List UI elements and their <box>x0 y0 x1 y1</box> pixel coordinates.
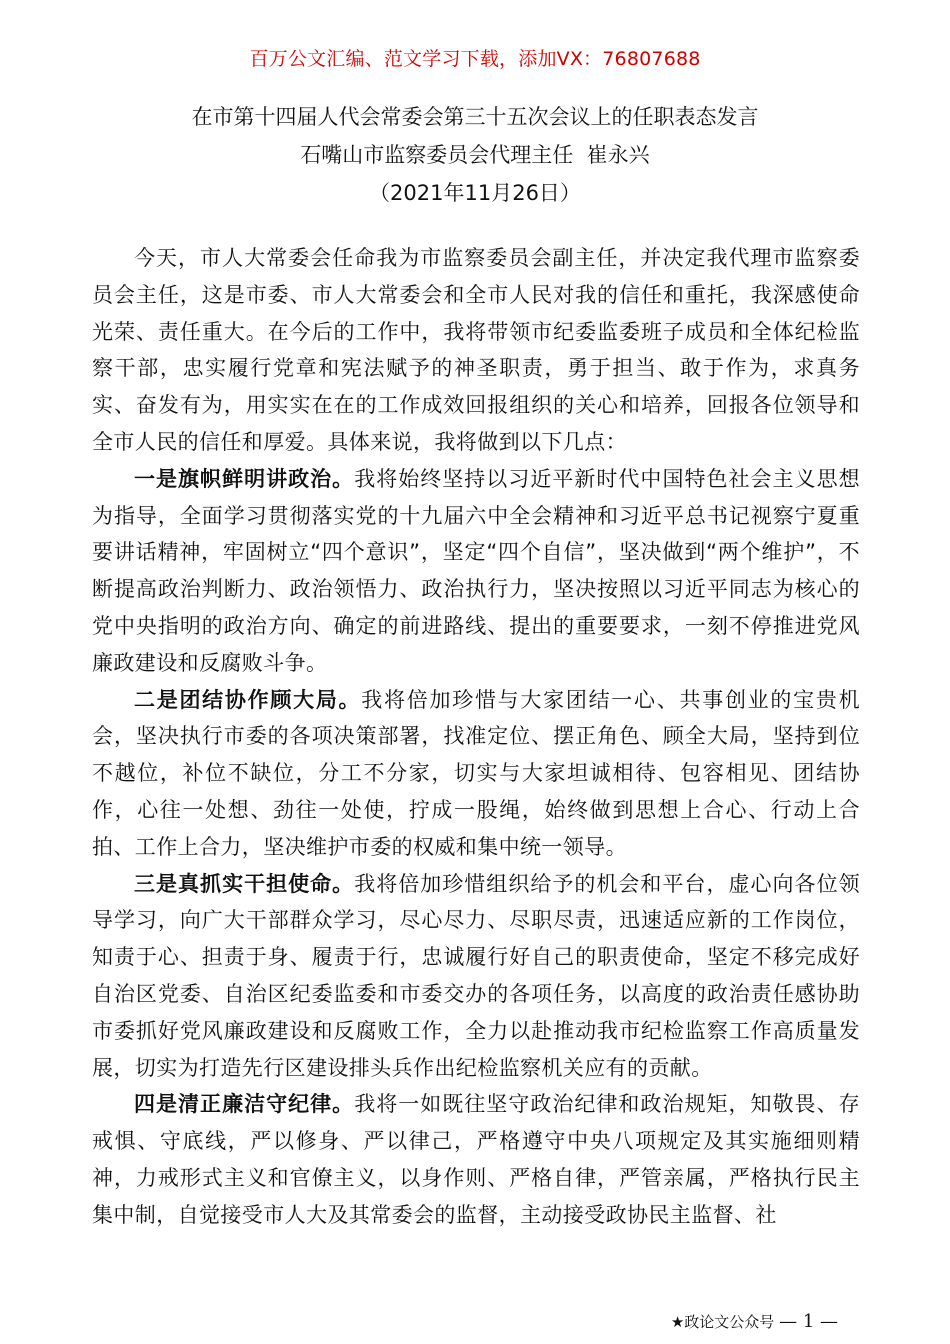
speaker-line: 石嘴山市监察委员会代理主任 崔永兴 <box>300 143 650 167</box>
paragraph-text: 今天，市人大常委会任命我为市监察委员会副主任，并决定我代理市监察委员会主任，这是市委、市人大常委会和全市人民对我的信任和重托，我深感使命光荣、责任重大。在今后的工作中，我将带领市纪委监委班子成员和全体纪检监察干部，忠实履行党章和宪法赋予的神圣职责，勇于担当、敢于作为，求真务实、奋发有为，用实实在在的工作成效回报组织的关心和培养，回报各位领导和全市人民的信任和厚爱。具体来说，我将做到以下几点： <box>92 246 860 454</box>
speech-date: （2021年11月26日） <box>369 181 581 205</box>
document-heading <box>0 98 950 212</box>
watermark-banner: 百万公文汇编、范文学习下载，添加VX：76807688 <box>249 48 701 70</box>
paragraph-intro <box>92 240 860 461</box>
paragraph-point-4 <box>92 1086 860 1233</box>
paragraph-text: 我将倍加珍惜与大家团结一心、共事创业的宝贵机会，坚决执行市委的各项决策部署，找准定位、摆正角色、顾全大局，坚持到位不越位，补位不缺位，分工不分家，切实与大家坦诚相待、包容相见、团结协作，心往一处想、劲往一处使，拧成一股绳，始终做到思想上合心、行动上合拍、工作上合力，坚决维护市委的权威和集中统一领导。 <box>92 687 860 859</box>
paragraph-lead: 一是旗帜鲜明讲政治。 <box>134 466 355 491</box>
paragraph-point-3 <box>92 866 860 1087</box>
speech-title: 在市第十四届人代会常委会第三十五次会议上的任职表态发言 <box>191 105 759 129</box>
paragraph-lead: 四是清正廉洁守纪律。 <box>134 1092 355 1117</box>
paragraph-lead: 三是真抓实干担使命。 <box>134 871 355 896</box>
footer-source: ★政论文公众号 <box>670 1313 775 1331</box>
speech-body <box>92 240 860 1234</box>
paragraph-lead: 二是团结协作顾大局。 <box>134 687 362 712</box>
paragraph-point-1 <box>92 461 860 682</box>
paragraph-text: 我将始终坚持以习近平新时代中国特色社会主义思想为指导，全面学习贯彻落实党的十九届六中全会精神和习近平总书记视察宁夏重要讲话精神，牢固树立“四个意识”，坚定“四个自信”，坚决做到“两个维护”，不断提高政治判断力、政治领悟力、政治执行力，坚决按照以习近平同志为核心的党中央指明的政治方向、确定的前进路线、提出的重要要求，一刻不停推进党风廉政建设和反腐败斗争。 <box>92 466 860 675</box>
paragraph-text: 我将倍加珍惜组织给予的机会和平台，虚心向各位领导学习，向广大干部群众学习，尽心尽力、尽职尽责，迅速适应新的工作岗位，知责于心、担责于身、履责于行，忠诚履行好自己的职责使命，坚定不移完成好自治区党委、自治区纪委监委和市委交办的各项任务，以高度的政治责任感协助市委抓好党风廉政建设和反腐败工作，全力以赴推动我市纪检监察工作高质量发展，切实为打造先行区建设排头兵作出纪检监察机关应有的贡献。 <box>92 871 860 1080</box>
page-number: — 1 — <box>779 1311 838 1332</box>
paragraph-text: 我将一如既往坚守政治纪律和政治规矩，知敬畏、存戒惧、守底线，严以修身、严以律己，严格遵守中央八项规定及其实施细则精神，力戒形式主义和官僚主义，以身作则、严格自律，严管亲属，严格执行民主集中制，自觉接受市人大及其常委会的监督，主动接受政协民主监督、社 <box>92 1092 860 1227</box>
page-footer <box>671 1311 838 1332</box>
paragraph-point-2 <box>92 682 860 866</box>
